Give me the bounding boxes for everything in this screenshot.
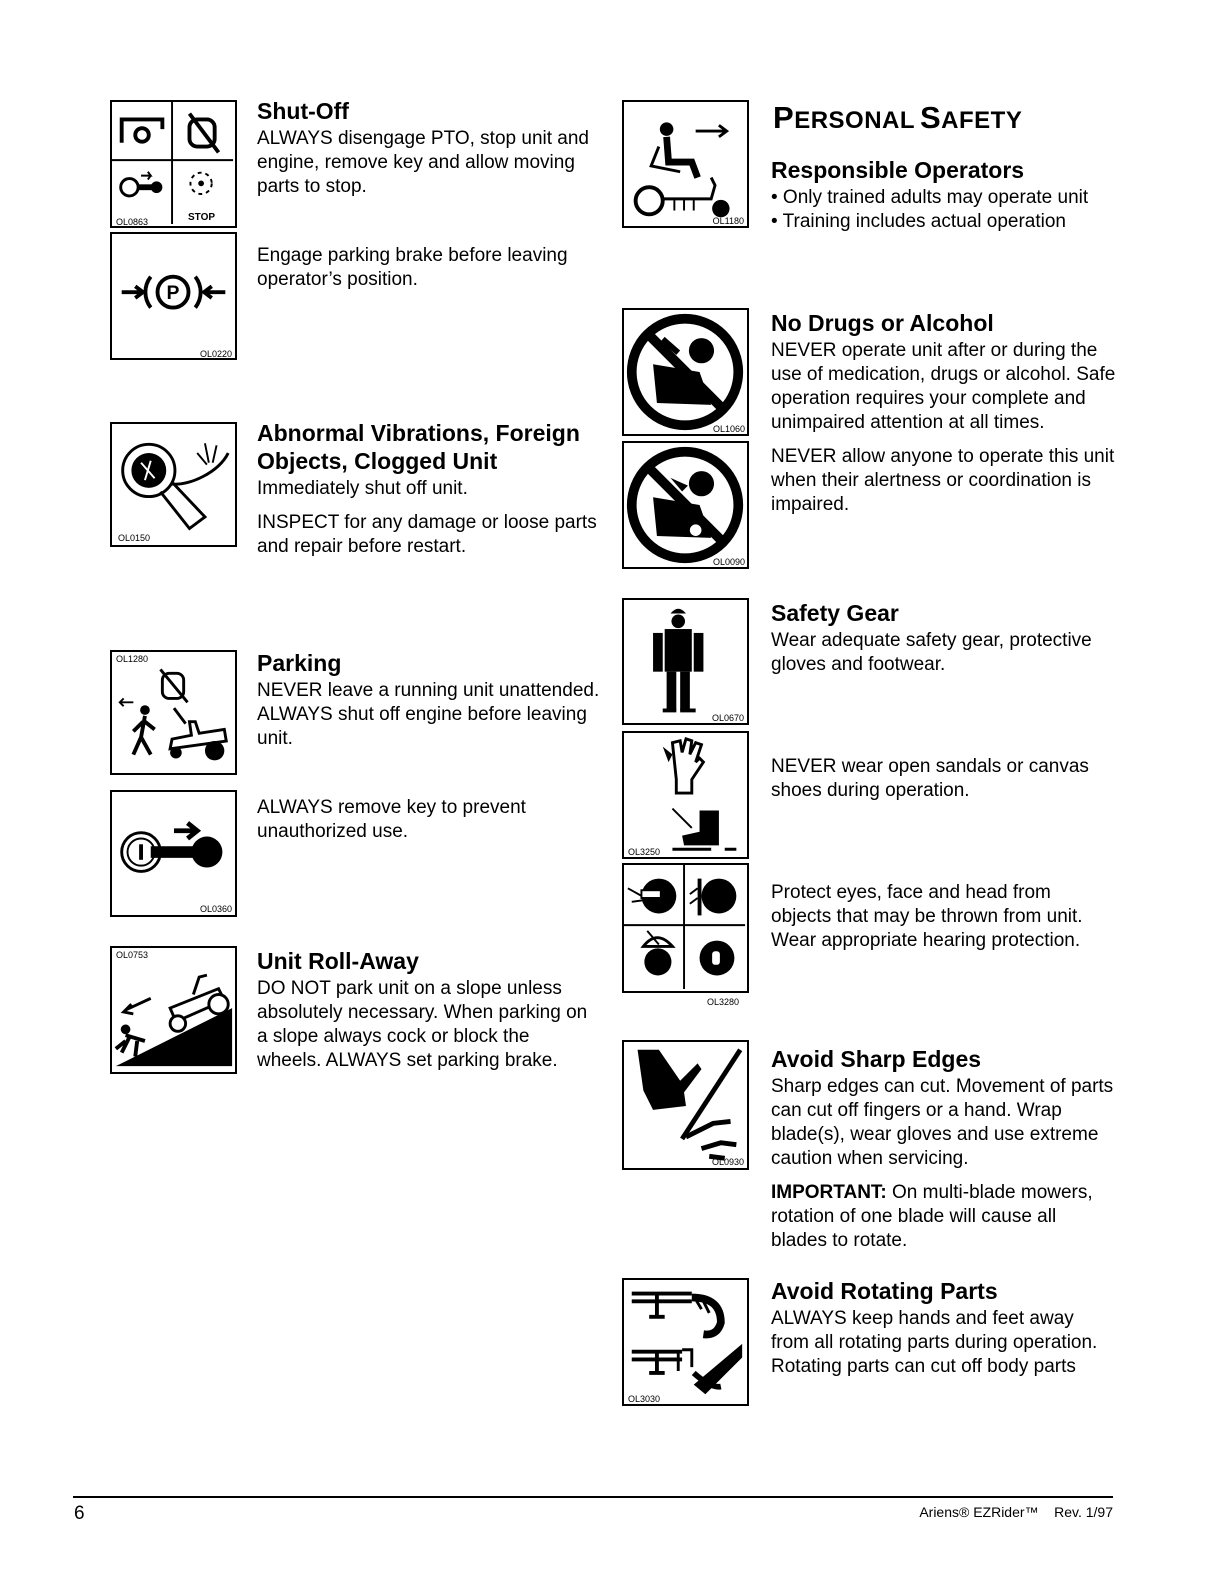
no-drugs-icon-box: [622, 308, 749, 436]
heading-p: P: [773, 100, 795, 135]
operators-section: [771, 156, 1131, 234]
icon-code: OL1180: [712, 216, 744, 226]
abnormal-icon-box: [110, 422, 237, 547]
rollaway-icon-box: [110, 946, 237, 1074]
footwear-text: [771, 755, 1116, 813]
icon-code: OL0930: [711, 1157, 744, 1167]
riding-operator-icon: [624, 102, 747, 226]
slope-rollaway-icon: [112, 948, 235, 1072]
sharp-edges-icon-box: [622, 1040, 749, 1170]
safety-gear-text3: Protect eyes, face and head from objects that may be thrown from unit. Wear appropriate hearing protection.: [771, 882, 1083, 951]
icon-code: OL3280: [707, 997, 740, 1007]
parking-key-text: [257, 796, 567, 854]
stop-label: STOP: [188, 212, 216, 223]
operator-icon-box: [622, 100, 749, 228]
abnormal-title: Abnormal Vibrations, Foreign Objects, Clogged Unit: [257, 420, 580, 474]
rotating-parts-text: ALWAYS keep hands and feet away from all rotating parts during operation. Rotating parts can cut off body parts: [771, 1308, 1098, 1377]
drugs-text2: NEVER allow anyone to operate this unit when their alertness or coordination is impaired.: [771, 446, 1115, 515]
rollaway-text: DO NOT park unit on a slope unless absolutely necessary. When parking on a slope always cock or block the wheels. ALWAYS set parking brake.: [257, 978, 588, 1071]
parking-text2: ALWAYS remove key to prevent unauthorized use.: [257, 797, 526, 842]
sharp-edges-text: Sharp edges can cut. Movement of parts can cut off fingers or a hand. Wrap blade(s), wear gloves and use extreme caution when servicing.: [771, 1076, 1114, 1169]
drugs-title: No Drugs or Alcohol: [771, 310, 994, 336]
parking-icon-box: [110, 650, 237, 775]
no-alcohol-icon-box: [622, 441, 749, 569]
safety-gear-text1: Wear adequate safety gear, protective gloves and footwear.: [771, 630, 1092, 675]
icon-code: OL3250: [628, 847, 661, 857]
sharp-edges-title: Avoid Sharp Edges: [771, 1046, 982, 1072]
rotating-parts-title: Avoid Rotating Parts: [771, 1278, 998, 1304]
heading-afety: AFETY: [941, 107, 1023, 134]
operators-bullet-1: • Only trained adults may operate unit: [771, 187, 1089, 208]
safety-gear-text2: NEVER wear open sandals or canvas shoes during operation.: [771, 756, 1089, 801]
safety-gear-icon-box: [622, 598, 749, 725]
footer-rule: [73, 1496, 1113, 1498]
parking-brake-text: [257, 244, 597, 302]
eye-face-head-hearing-icon: [624, 865, 747, 991]
rotating-parts-section: [771, 1277, 1116, 1389]
no-alcohol-icon: [624, 443, 747, 567]
shutoff-title: Shut-Off: [257, 98, 349, 124]
icon-code: OL0150: [118, 533, 151, 543]
abnormal-text2: INSPECT for any damage or loose parts and repair before restart.: [257, 512, 597, 557]
leave-unit-icon: [112, 652, 235, 773]
icon-code: OL0753: [116, 950, 149, 960]
safety-gear-title: Safety Gear: [771, 600, 899, 626]
shutoff-section: [257, 97, 597, 209]
heading-s: S: [919, 100, 942, 135]
parking-text1: NEVER leave a running unit unattended. ALWAYS shut off engine before leaving unit.: [257, 680, 600, 749]
parking-title: Parking: [257, 650, 342, 676]
svg-text:P: P: [166, 281, 180, 304]
icon-code: OL3030: [628, 1394, 661, 1404]
rotating-parts-icon-box: [622, 1278, 749, 1406]
drugs-section: [771, 309, 1116, 527]
shutoff-icon-grid: [110, 100, 237, 228]
sharp-edge-cut-hand-icon: [624, 1042, 747, 1168]
icon-code: OL0670: [711, 713, 744, 723]
abnormal-section: [257, 419, 602, 569]
parking-brake-paragraph: Engage parking brake before leaving operator’s position.: [257, 245, 568, 290]
icon-code: OL1060: [712, 424, 745, 434]
icon-code: OL1280: [116, 654, 149, 664]
parking-brake-icon: [112, 234, 235, 358]
icon-code: OL0360: [199, 904, 232, 914]
rotating-blade-icon: [624, 1280, 747, 1404]
icon-code: OL0863: [116, 217, 149, 227]
icon-code: OL0220: [199, 349, 232, 359]
parking-section: [257, 649, 602, 761]
gloves-boots-icon-box: [622, 731, 749, 859]
footer-brand: Ariens® EZRider™ Rev. 1/97: [919, 1504, 1113, 1520]
operators-bullet-2: • Training includes actual operation: [771, 211, 1067, 232]
rollaway-title: Unit Roll-Away: [257, 948, 419, 974]
eye-protection-text: [771, 881, 1116, 963]
pto-engine-key-stop-icon: [112, 102, 235, 226]
page-number: 6: [74, 1503, 85, 1524]
shutoff-text: ALWAYS disengage PTO, stop unit and engine, remove key and allow moving parts to stop.: [257, 128, 589, 197]
eye-face-head-icon-box: [622, 863, 749, 993]
icon-code: OL0090: [712, 557, 745, 567]
remove-key-icon: [112, 792, 235, 915]
parking-brake-icon-box: [110, 232, 237, 360]
abnormal-text1: Immediately shut off unit.: [257, 478, 468, 499]
safety-gear-section: [771, 599, 1116, 687]
no-drugs-icon: [624, 310, 747, 434]
important-note: [771, 1181, 1116, 1253]
rollaway-section: [257, 947, 592, 1083]
important-text: On multi-blade mowers, rotation of one blade will cause all blades to rotate.: [771, 1182, 1093, 1251]
gloves-boots-icon: [624, 733, 747, 857]
protective-clothing-icon: [624, 600, 747, 723]
foreign-object-icon: [112, 424, 235, 545]
key-icon-box: [110, 790, 237, 917]
heading-ersonal: ERSONAL: [794, 107, 916, 134]
operators-title: Responsible Operators: [771, 157, 1025, 183]
drugs-text1: NEVER operate unit after or during the use of medication, drugs or alcohol. Safe operation requires your complete and unimpaired attention at all times.: [771, 340, 1116, 433]
important-label: IMPORTANT:: [771, 1182, 887, 1203]
personal-safety-heading: [773, 100, 1022, 136]
sharp-edges-section: [771, 1045, 1116, 1263]
